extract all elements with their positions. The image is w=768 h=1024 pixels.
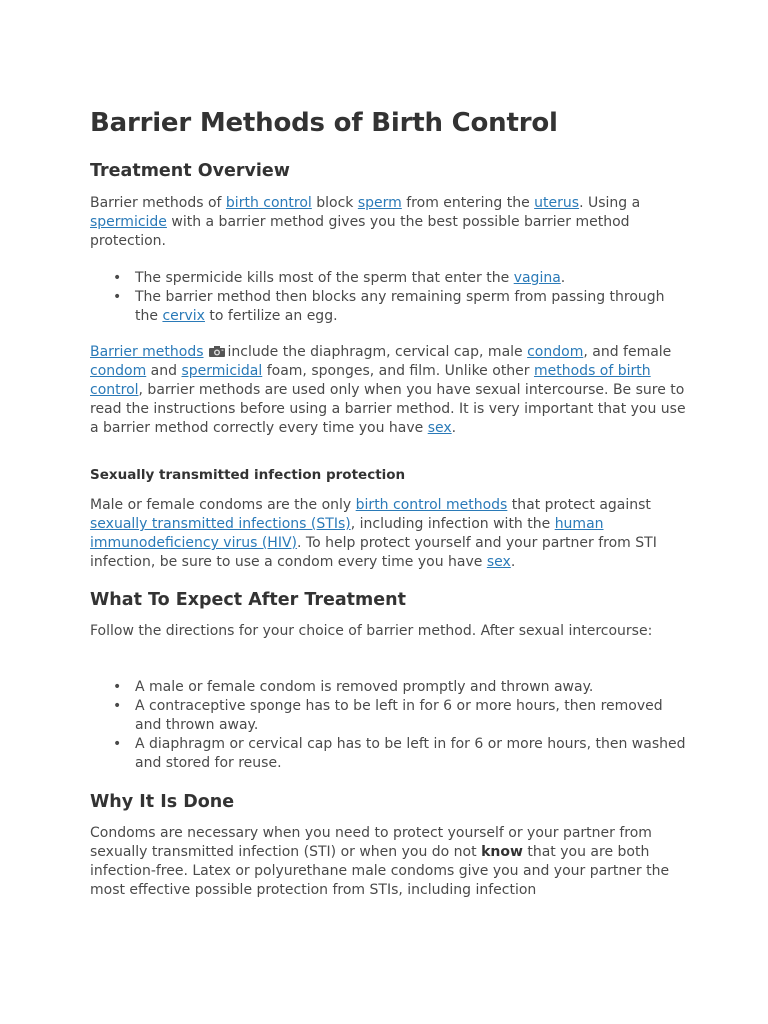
link-spermicidal[interactable]: spermicidal: [181, 363, 263, 379]
list-item: • A diaphragm or cervical cap has to be left in for 6 or more hours, then washed and stored for reuse.: [135, 735, 690, 773]
link-sex-2[interactable]: sex: [486, 554, 511, 570]
page-title: Barrier Methods of Birth Control: [90, 108, 558, 138]
link-hiv[interactable]: human immunodeficiency virus (HIV): [90, 516, 604, 551]
link-condom-female[interactable]: condom: [90, 363, 147, 379]
list-item: • A contraceptive sponge has to be left in for 6 or more hours, then removed and thrown away.: [135, 697, 690, 735]
heading-treatment-overview: Treatment Overview: [90, 161, 290, 181]
link-sperm[interactable]: sperm: [357, 195, 402, 211]
list-item: • A male or female condom is removed promptly and thrown away.: [135, 678, 690, 697]
expect-bullet-list: [90, 678, 690, 773]
link-barrier-methods[interactable]: Barrier methods: [90, 344, 204, 360]
list-item: • The barrier method then blocks any remaining sperm from passing through the cervix to fertilize an egg.: [135, 288, 690, 326]
camera-icon[interactable]: [209, 344, 225, 355]
link-vagina[interactable]: vagina: [513, 270, 561, 286]
overview-bullet-list: [90, 269, 690, 326]
link-stis[interactable]: sexually transmitted infections (STIs): [90, 516, 351, 532]
barrier-methods-paragraph: Barrier methods include the diaphragm, cervical cap, male condom, and female condom and spermicidal foam, sponges, and film. Unlike other methods of birth control, barrier methods are used only when you have sexual intercourse. Be sure to read the instructions before using a barrier method. It is very important that you use a barrier method correctly every time you have sex.: [90, 344, 686, 436]
link-methods-of-birth-control[interactable]: methods of birth control: [90, 363, 651, 398]
link-uterus[interactable]: uterus: [534, 195, 580, 211]
link-cervix[interactable]: cervix: [162, 308, 205, 324]
link-birth-control[interactable]: birth control: [225, 195, 312, 211]
heading-why-it-is-done: Why It Is Done: [90, 792, 235, 812]
heading-what-to-expect: What To Expect After Treatment: [90, 590, 406, 610]
heading-sti-protection: Sexually transmitted infection protection: [90, 467, 406, 483]
link-spermicide[interactable]: spermicide: [90, 214, 167, 230]
link-sex[interactable]: sex: [427, 420, 452, 436]
expect-intro: Follow the directions for your choice of barrier method. After sexual intercourse:: [90, 623, 653, 639]
link-condom-male[interactable]: condom: [527, 344, 584, 360]
list-item: • The spermicide kills most of the sperm that enter the vagina.: [135, 269, 690, 288]
link-birth-control-methods[interactable]: birth control methods: [355, 497, 508, 513]
why-paragraph: Condoms are necessary when you need to protect yourself or your partner from sexually transmitted infection (STI) or when you do not know that you are both infection-free. Latex or polyurethane male condoms give you and your partner the most effective possible protection from STIs, including infection: [90, 825, 670, 898]
sti-paragraph: Male or female condoms are the only birth control methods that protect against sexually transmitted infections (STIs), including infection with the human immunodeficiency virus (HIV). To help protect yourself and your partner from STI infection, be sure to use a condom every time you have sex.: [90, 497, 657, 570]
overview-paragraph: Barrier methods of birth control block sperm from entering the uterus. Using a spermicide with a barrier method gives you the best possible barrier method protection.: [90, 195, 641, 249]
